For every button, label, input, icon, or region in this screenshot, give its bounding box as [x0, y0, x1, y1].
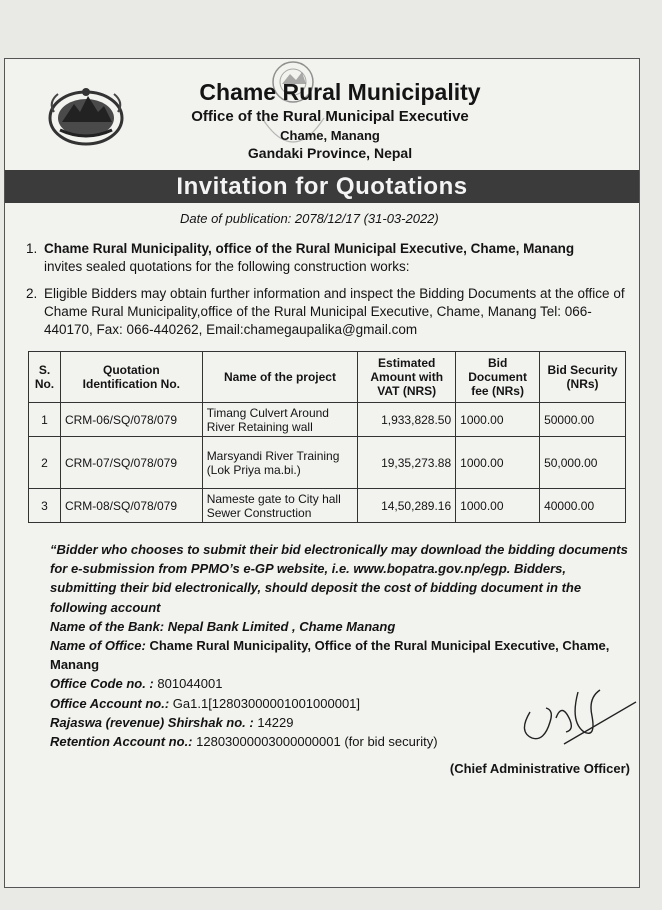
bank-name: Name of the Bank: Nepal Bank Limited , Chame Manang: [50, 618, 396, 634]
cell-project: Timang Culvert Around River Retaining wall: [202, 403, 358, 437]
retention-account-label: Retention Account no.:: [50, 734, 193, 750]
page-title: Invitation for Quotations: [5, 170, 639, 203]
cell-project: Marsyandi River Training (Lok Priya ma.bi.): [202, 437, 358, 489]
rajaswa-value: 14229: [253, 714, 294, 730]
cell-project: Nameste gate to City hall Sewer Construction: [202, 489, 358, 523]
quotation-table: [28, 351, 626, 523]
column-header: Estimated Amount with VAT (NRS): [358, 352, 456, 403]
cell-sn: 3: [29, 489, 61, 523]
office-account-value: Ga1.1[12803000001001000001]: [169, 695, 361, 711]
column-header: Name of the project: [202, 352, 358, 403]
cell-id: CRM-07/SQ/078/079: [60, 437, 202, 489]
column-header: Bid Document fee (NRs): [456, 352, 540, 403]
office-location: Chame, Manang: [280, 128, 380, 143]
clause-number: 2.: [26, 286, 38, 301]
clause-lead: Chame Rural Municipality, office of the Rural Municipal Executive, Chame, Manang: [44, 241, 575, 256]
cell-amount: 14,50,289.16: [358, 489, 456, 523]
municipality-name: Chame Rural Municipality: [199, 79, 481, 105]
column-header: Bid Security (NRs): [540, 352, 626, 403]
column-header: S. No.: [29, 352, 61, 403]
table-header-row: [29, 352, 626, 403]
clause-text: Eligible Bidders may obtain further information and inspect the Bidding Documents at the office of Chame Rural Municipality,office of the Rural Municipal Executive, Chame, Manang Tel: 066-440170, Fax: 066-440262, Email:chamegaupalika@gmail.com: [44, 286, 625, 337]
signature-icon: [500, 672, 640, 762]
notice-intro: “Bidder who chooses to submit their bid electronically may download the bidding documents for e-submission from PPMO’s e-GP website, i.e. www.bopatra.gov.np/egp. Bidders, submitting their bid electronically, should deposit the cost of bidding document in the following account: [50, 542, 628, 615]
cell-security: 50,000.00: [540, 437, 626, 489]
cell-amount: 19,35,273.88: [358, 437, 456, 489]
clause-number: 1.: [26, 241, 38, 256]
office-name-label: Name of Office:: [50, 638, 146, 654]
clause-1: [26, 240, 631, 276]
cell-id: CRM-08/SQ/078/079: [60, 489, 202, 523]
cell-security: 40000.00: [540, 489, 626, 523]
office-code-value: 801044001: [153, 676, 223, 692]
rajaswa-label: Rajaswa (revenue) Shirshak no. :: [50, 714, 254, 730]
cell-fee: 1000.00: [456, 403, 540, 437]
retention-account-value: 12803000003000000001 (for bid security): [192, 734, 438, 750]
cell-sn: 1: [29, 403, 61, 437]
cell-id: CRM-06/SQ/078/079: [60, 403, 202, 437]
publication-date: Date of publication: 2078/12/17 (31-03-2022): [180, 211, 439, 226]
cell-security: 50000.00: [540, 403, 626, 437]
office-code-label: Office Code no. :: [50, 676, 154, 692]
clause-text: invites sealed quotations for the following construction works:: [44, 259, 410, 274]
table-row: [29, 489, 626, 523]
cell-fee: 1000.00: [456, 437, 540, 489]
signatory-title: (Chief Administrative Officer): [449, 761, 630, 776]
cell-sn: 2: [29, 437, 61, 489]
office-name-value: Chame Rural Municipality, Office of the Rural Municipal Executive, Chame, Manang: [50, 638, 610, 673]
province-name: Gandaki Province, Nepal: [247, 145, 413, 161]
cell-fee: 1000.00: [456, 489, 540, 523]
table-row: [29, 403, 626, 437]
column-header: Quotation Identification No.: [60, 352, 202, 403]
office-account-label: Office Account no.:: [50, 695, 170, 711]
cell-amount: 1,933,828.50: [358, 403, 456, 437]
table-row: [29, 437, 626, 489]
clause-2: [26, 285, 631, 339]
office-name: Office of the Rural Municipal Executive: [191, 108, 469, 125]
